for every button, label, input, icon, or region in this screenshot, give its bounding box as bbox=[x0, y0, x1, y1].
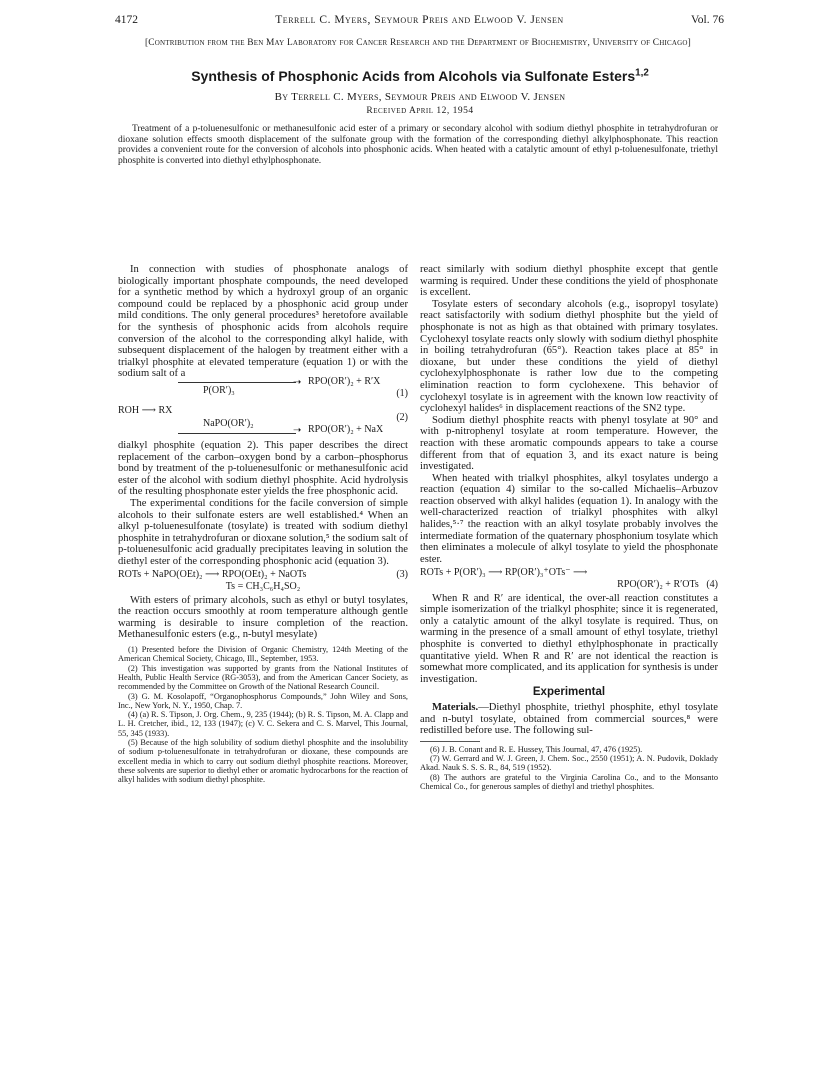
abstract: Treatment of a p-toluenesulfonic or methanesulfonic acid ester of a primary or secondary alcohol with sodium diethyl phosphite in tetrahydrofuran or dioxane solution effects smooth displacement of the sulfonate group with the formation of the corresponding diethyl alkylphosphonate. This reaction provides a convenient route for the conversion of alcohols into phosphonic acids. When heated with a catalytic amount of ethyl p-toluenesulfonate, triethyl phosphite is converted into diethyl ethylphosphonate. bbox=[118, 124, 718, 166]
eq-roh: ROH ⟶ RX bbox=[118, 404, 173, 416]
eq3-ts-definition: Ts = CH₃C₆H₄SO₂ bbox=[225, 581, 301, 593]
author-byline: By Terrell C. Myers, Seymour Preis and Elwood V. Jensen bbox=[274, 91, 566, 103]
eq-top-arrow bbox=[178, 382, 296, 383]
equation-4 bbox=[420, 567, 718, 590]
paragraph: Sodium diethyl phosphite reacts with phenyl tosylate at 90° and with p-nitrophenyl tosylate at room temperature. However, the reaction with these aromatic compounds appears to take a course different from that of equation 3, and its exact nature is being investigated. bbox=[420, 414, 718, 473]
footnote: (6) J. B. Conant and R. E. Hussey, This Journal, 47, 476 (1925). bbox=[430, 744, 643, 754]
paragraph: In connection with studies of phosphonate analogs of biologically important phosphate compounds, the need developed for a synthetic method by which a hydroxyl group of an organic compound could be replaced by a phosphonic acid group under mild conditions. The only general procedures³ heretofore available for the synthesis of phosphonic acids from alcohols require conversion of the alcohol to the corresponding alkyl halide, with subsequent displacement of the halogen by treatment either with a trialkyl phosphite at elevated temperature (equation 1) or with the sodium salt of a bbox=[118, 264, 408, 380]
eq3-number: (3) bbox=[396, 569, 408, 581]
eq-bottom-number: (2) bbox=[396, 411, 408, 423]
contribution-line: [Contribution from the Ben May Laboratory for Cancer Research and the Department of Biochemistry, University of Chicago] bbox=[144, 38, 691, 48]
footnote: (5) Because of the high solubility of sodium diethyl phosphite and the insolubility of sodium p-toluenesulfonate in tetrahydrofuran or dioxane, these compounds are excellent media in which to carry out sodium diethyl phosphite reactions. Moreover, these solvents are superior to diethyl ether or aromatic hydrocarbons for the reaction of alkyl halides with sodium diethyl phosphite. bbox=[118, 738, 408, 785]
paragraph bbox=[420, 702, 718, 737]
eq3-expression: ROTs + NaPO(OEt)₂ ⟶ RPO(OEt)₂ + NaOTs bbox=[118, 569, 307, 581]
paragraph: dialkyl phosphite (equation 2). This paper describes the direct replacement of the carbon–oxygen bond by a carbon–phosphorus bond by treatment of the p-toluenesulfonic or methanesulfonic acid ester of the alcohol with sodium diethyl phosphite. Acid hydrolysis of the resulting phosphonate ester yields the free phosphonic acid. bbox=[118, 439, 408, 498]
eq-top-reagent: P(OR′)₃ bbox=[203, 384, 235, 396]
footnote: (1) Presented before the Division of Organic Chemistry, 124th Meeting of the American Chemical Society, Chicago, Ill., September, 1953. bbox=[118, 645, 408, 664]
paragraph: When heated with trialkyl phosphites, alkyl tosylates undergo a reaction (equation 4) similar to the so-called Michaelis–Arbuzov reaction observed with alkyl halides (equation 1). In analogy with the well-characterized reaction of trialkyl phosphites with alkyl halides,⁵·⁷ the reaction with an alkyl tosylate probably involves the intermediate formation of the quaternary phosphonium tosylate which then eliminates a molecule of alkyl tosylate to yield the phosphonate ester. bbox=[420, 472, 718, 565]
materials-text: —Diethyl phosphite, triethyl phosphite, ethyl tosylate and n-butyl tosylate, obtained from commercial sources,⁸ were redistilled before use. The following sul- bbox=[420, 701, 718, 737]
footnote-rule bbox=[420, 741, 480, 742]
right-column bbox=[420, 264, 718, 791]
footnote: (4) (a) R. S. Tipson, J. Org. Chem., 9, 235 (1944); (b) R. S. Tipson, M. A. Clapp and L. H. Cretcher, ibid., 12, 133 (1947); (c) V. C. Sekera and C. S. Marvel, This Journal, 55, 345 (1933). bbox=[118, 710, 408, 738]
article-title: Synthesis of Phosphonic Acids from Alcohols via Sulfonate Esters$^{1,2}$ bbox=[191, 67, 649, 84]
footnote: (7) W. Gerrard and W. J. Green, J. Chem. Soc., 2550 (1951); A. N. Pudovik, Doklady Akad. Nauk S. S. S. R., 84, 519 (1952). bbox=[420, 754, 718, 773]
paragraph: When R and R′ are identical, the over-all reaction constitutes a simple isomerization of the trialkyl phosphite; since it is regenerated, only a catalytic amount of the alkyl tosylate is required. Thus, on warming in the presence of a small amount of ethyl tosylate, triethyl phosphite is converted to diethyl ethylphosphonate in practically quantitative yield. When R and R′ are not identical the reaction is somewhat more complicated, and its application for synthesis is under investigation. bbox=[420, 592, 718, 685]
page-number: 4172 bbox=[115, 14, 138, 26]
footnote: (2) This investigation was supported by grants from the National Institutes of Health, Public Health Service (RG-3053), and from the American Cancer Society, as recommended by the Committee on Growth of the National Research Council. bbox=[118, 663, 408, 692]
equation-1-2 bbox=[118, 375, 408, 440]
eq-bottom-product: RPO(OR′)₂ + NaX bbox=[308, 423, 384, 435]
footnote: (3) G. M. Kosolapoff, “Organophosphorus Compounds,” John Wiley and Sons, Inc., New York, N. Y., 1950, Chap. 7. bbox=[118, 691, 408, 710]
eq4-number: (4) bbox=[706, 579, 718, 591]
running-title: Terrell C. Myers, Seymour Preis and Elwood V. Jensen bbox=[275, 14, 564, 26]
eq-top-product: RPO(OR′)₂ + R′X bbox=[308, 375, 381, 387]
equation-3 bbox=[118, 569, 408, 592]
footnotes-left bbox=[118, 645, 408, 784]
eq-bottom-reagent: NaPO(OR′)₂ bbox=[203, 417, 254, 429]
title-footnote-marks: 1,2 bbox=[635, 67, 649, 79]
running-header bbox=[115, 14, 724, 30]
received-date: Received April 12, 1954 bbox=[366, 106, 474, 116]
footnote: (8) The authors are grateful to the Virginia Carolina Co., and to the Monsanto Chemical Co., for generous samples of diethyl and triethyl phosphites. bbox=[420, 772, 718, 791]
paragraph: The experimental conditions for the facile conversion of simple alcohols to their sulfonate esters are well established.⁴ When an alkyl p-toluenesulfonate (tosylate) is treated with sodium diethyl phosphite in tetrahydrofuran or dioxane solution,⁵ the sodium salt of p-toluenesulfonic acid gradually precipitates leaving in solution the diethyl ester of the corresponding phosphonic acid (equation 3). bbox=[118, 497, 408, 567]
paragraph: With esters of primary alcohols, such as ethyl or butyl tosylates, the reaction occurs smoothly at room temperature although gentle warming is desirable to insure completion of the reaction. Methanesulfonic esters (e.g., n-butyl mesylate) bbox=[118, 594, 408, 641]
eq-top-number: (1) bbox=[396, 387, 408, 399]
paragraph: Tosylate esters of secondary alcohols (e.g., isopropyl tosylate) react satisfactorily with sodium diethyl phosphite but the yield of phosphonate is not as high as that obtained with primary tosylates. Cyclohexyl tosylate reacts only slowly with sodium diethyl phosphite in boiling tetrahydrofuran (65°). Reaction takes place at 85° in dioxane, but under these conditions the yield of diethyl cyclohexylphosphonate is rather low due to the competing elimination reaction to form cyclohexene. This behavior of cyclohexyl tosylate is in agreement with the known low reactivity of cyclohexyl halides⁶ in displacement reactions of the SN2 type. bbox=[420, 298, 718, 415]
volume-number: Vol. 76 bbox=[690, 14, 724, 26]
footnotes-right bbox=[420, 745, 718, 791]
eq-bottom-arrowhead: ➝ bbox=[293, 424, 302, 436]
eq4-line-2: RPO(OR′)₂ + R′OTs bbox=[617, 579, 699, 591]
left-column bbox=[118, 264, 408, 784]
paragraph: react similarly with sodium diethyl phosphite except that gentle warming is required. Under these conditions the yield of phosphonate is excellent. bbox=[420, 264, 718, 299]
materials-label: Materials. bbox=[432, 701, 479, 713]
experimental-heading: Experimental bbox=[532, 686, 606, 699]
eq-top-arrowhead: ➝ bbox=[293, 376, 302, 388]
eq-bottom-arrow bbox=[178, 433, 296, 434]
eq4-line-1: ROTs + P(OR′)₃ ⟶ RP(OR′)₃⁺OTs⁻ ⟶ bbox=[420, 567, 588, 579]
